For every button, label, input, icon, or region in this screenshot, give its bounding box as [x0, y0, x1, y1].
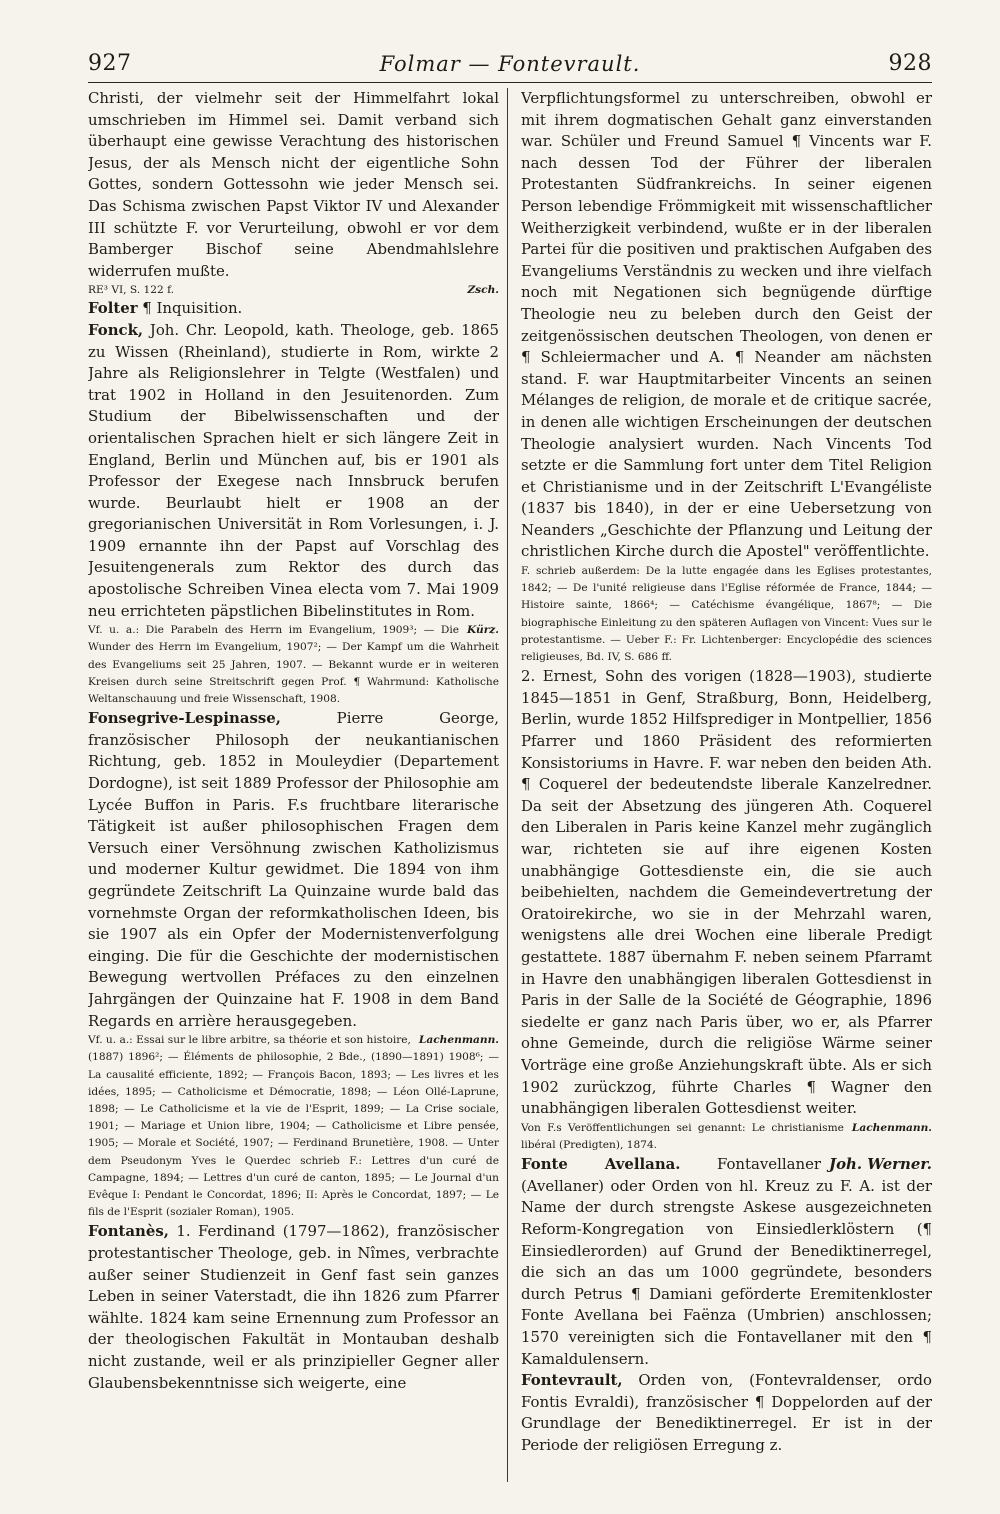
entry-text: Joh. Chr. Leopold, kath. Theologe, geb. 1865 zu Wissen (Rheinland), studierte in Rom, wirkte 2 Jahre als Religionslehrer in Telgte (Westfalen) und trat 1902 in Holland in den Jesuitenorden. Zum Studium der Bibelwissenschaften und der orientalischen Sprachen hielt er sich längere Zeit in England, Berlin und München auf, bis er 1901 als Professor der Exegese nach Innsbruck berufen wurde. Beurlaubt hielt er 1908 an der gregorianischen Universität in Rom Vorlesungen, i. J. 1909 ernannte ihn der Papst auf Vorschlag des Jesuitengenerals zum Rektor des durch das apostolische Schreiben Vinea electa vom 7. Mai 1909 neu errichteten päpstlichen Bibelinstitutes in Rom. [88, 320, 499, 620]
entry-text: Pierre George, französischer Philosoph der neukantianischen Richtung, geb. 1852 in Mouleydier (Departement Dordogne), ist seit 1889 Professor der Philosophie am Lycée Buffon in Paris. F.s fruchtbare literarische Tätigkeit ist außer philosophischen Fragen dem Versuch einer Versöhnung zwischen Katholizismus und moderner Kultur gewidmet. Die 1894 von ihm gegründete Zeitschrift La Quinzaine wurde bald das vornehmste Organ der reformkatholischen Ideen, bis sie 1907 als ein Opfer der Modernistenverfolgung einging. Die für die Geschichte der modernistischen Bewegung wertvollen Préfaces zu den einzelnen Jahrgängen der Quinzaine hat F. 1908 in dem Band Regards en arrière herausgegeben. [88, 709, 499, 1030]
entry-text: RE³ VI, S. 122 f. [88, 284, 175, 297]
entry-text: Vf. u. a.: Essai sur le libre arbitre, sa théorie et son histoire, (1887) 1896²; — Éléments de philosophie, 2 Bde., (1890—1891) 1908⁶; — La causalité efficiente, 1892; — François Bacon, 1893; — Les livres et les idées, 1895; — Catholicisme et Démocratie, 1898; — Léon Ollé-Laprune, 1898; — Le Catholicisme et la vie de l'Esprit, 1899; — La Crise sociale, 1901; — Mariage et Union libre, 1904; — Catholicisme et Libre pensée, 1905; — Morale et Société, 1907; — Ferdinand Brunetière, 1908. — Unter dem Pseudonym Yves le Querdec schrieb F.: Lettres d'un curé de Campagne, 1894; — Lettres d'un curé de canton, 1895; — Le Journal d'un Evêque I: Pendant le Concordat, 1896; II: Après le Concordat, 1897; — Le fils de l'Esprit (sozialer Roman), 1905. [88, 1034, 499, 1219]
running-title: Folmar — Fontevrault. [379, 52, 641, 76]
entry-fontevrault [521, 1370, 932, 1456]
entry-fonsegrive-works [88, 1032, 499, 1221]
entry-text: F. schrieb außerdem: De la lutte engagée dans les Eglises protestantes, 1842; — De l'unité religieuse dans l'Eglise réformée de France, 1844; — Histoire sainte, 1866⁴; — Catéchisme évangélique, 1867⁸; — Die biographische Einleitung zu den späteren Auflagen von Vincent: Vues sur le protestantisme. — Ueber F.: Fr. Lichtenberger: Encyclopédie des sciences religieuses, Bd. IV, S. 686 ff. [521, 565, 932, 664]
entry-folter [88, 298, 499, 320]
entry-headword: Fontevrault, [521, 1371, 623, 1390]
entry-text: ¶ Inquisition. [137, 299, 243, 318]
entry-text: Fontavellaner (Avellaner) oder Orden von hl. Kreuz zu F. A. ist der Name der durch strengste Askese ausgezeichneten Reform-Kongregation von Einsiedlerklöstern (¶ Einsiedlerorden) auf Grund der Benediktinerregel, die sich an das um 1000 gegründete, besonders durch Petrus ¶ Damiani geförderte Eremitenkloster Fonte Avellana bei Faënza (Umbrien) anschlossen; 1570 vereinigten sich die Fontavellaner mit den ¶ Kamaldulensern. [521, 1155, 932, 1368]
right-page-number: 928 [888, 51, 932, 76]
entry-folmar-end [88, 88, 499, 282]
entry-headword: Fontanès, [88, 1222, 169, 1241]
entry-text: Verpflichtungsformel zu unterschreiben, obwohl er mit ihrem dogmatischen Gehalt ganz einverstanden war. Schüler und Freund Samuel ¶ Vincents war F. nach dessen Tod der Führer der liberalen Protestanten Südfrankreichs. In seiner eigenen Person lebendige Frömmigkeit mit wissenschaftlicher Weitherzigkeit verbindend, wußte er in der liberalen Partei für die positiven und praktischen Aufgaben des Evangeliums Verständnis zu wecken und ihre vielfach noch mit Negationen sich begnügende dürftige Theologie neu zu beleben durch den Geist der zeitgenössischen deutschen Theologen, von denen er ¶ Schleiermacher und A. ¶ Neander am nächsten stand. F. war Hauptmitarbeiter Vincents an seinen Mélanges de religion, de morale et de critique sacrée, in denen alle wichtigen Erscheinungen der deutschen Theologie analysiert wurden. Nach Vincents Tod setzte er die Sammlung fort unter dem Titel Religion et Christianisme und in der Zeitschrift L'Evangéliste (1837 bis 1840), in der er eine Uebersetzung von Neanders „Geschichte der Pflanzung und Leitung der christlichen Kirche durch die Apostel" veröffentlichte. [521, 89, 932, 561]
entry-text: Christi, der vielmehr seit der Himmelfahrt lokal umschrieben im Himmel sei. Damit verband sich überhaupt eine gewisse Verachtung des historischen Jesus, der als Mensch nicht der eigentliche Sohn Gottes, sondern Gottessohn wie jeder Mensch sei. Das Schisma zwischen Papst Viktor IV und Alexander III schützte F. vor Verurteilung, obwohl er vor dem Bamberger Bischof seine Abendmahlslehre widerrufen mußte. [88, 89, 499, 280]
text-columns [88, 88, 932, 1484]
entry-text: 1. Ferdinand (1797—1862), französischer protestantischer Theologe, geb. in Nîmes, verbrachte außer seiner Studienzeit in Genf fast sein ganzes Leben in seiner Vaterstadt, die ihn 1826 zum Pfarrer wählte. 1824 kam seine Ernennung zum Professor an der theologischen Fakultät in Montauban deshalb nicht zustande, weil er als prinzipieller Gegner aller Glaubensbekenntnisse sich weigerte, eine [88, 1222, 499, 1392]
author-signature: Zsch. [467, 284, 499, 297]
entry-headword: Fonck, [88, 320, 144, 339]
entry-text: 2. Ernest, Sohn des vorigen (1828—1903), studierte 1845—1851 in Genf, Straßburg, Bonn, Heidelberg, Berlin, wurde 1852 Hilfsprediger in Montpellier, 1856 Pfarrer und 1860 Präsident des reformierten Konsistoriums in Havre. F. war neben den beiden Ath. ¶ Coquerel der bedeutendste liberale Kanzelredner. Da seit der Absetzung des jüngeren Ath. Coquerel den Liberalen in Paris keine Kanzel mehr zugänglich war, richteten sie auf ihre eigenen Kosten unabhängige Gottesdienste ein, die sie auch beibehielten, nachdem die Gemeindevertretung der Oratoirekirche, wo sie in der Mehrzahl waren, wenigstens alle drei Wochen eine liberale Predigt gestattete. 1887 übernahm F. neben seinem Pfarramt in Havre den unabhängigen liberalen Gottesdienst in Paris in der Salle de la Société de Géographie, 1896 siedelte er ganz nach Paris über, wo er, als Pfarrer ohne Gemeinde, durch die religiöse Wärme seiner Vorträge eine große Anziehungskraft übte. Als er sich 1902 zurückzog, führte Charles ¶ Wagner den unabhängigen liberalen Gottesdienst weiter. [521, 667, 932, 1118]
entry-fontanes-1-works [521, 563, 932, 666]
entry-text: Orden von, (Fontevraldenser, ordo Fontis Evraldi), französischer ¶ Doppelorden auf der Grundlage der Benediktinerregel. Er ist in der Periode der religiösen Erregung z. [521, 1371, 932, 1454]
entry-headword: Fonte Avellana. [521, 1155, 681, 1174]
entry-fontanes-2-works [521, 1120, 932, 1154]
entry-fonck [88, 320, 499, 622]
entry-fontanes-1 [88, 1221, 499, 1394]
left-column [88, 88, 499, 1484]
author-signature: Lachenmann. [418, 1034, 499, 1047]
author-signature: Lachenmann. [851, 1121, 932, 1134]
left-page-number: 927 [88, 51, 132, 76]
entry-headword: Folter [88, 299, 138, 318]
entry-folmar-ref [88, 282, 499, 298]
author-signature: Joh. Werner. [829, 1155, 932, 1174]
right-column [521, 88, 932, 1484]
author-signature: Kürz. [467, 624, 499, 637]
entry-text: Von F.s Veröffentlichungen sei genannt: Le christianisme libéral (Predigten), 1874. [521, 1121, 844, 1151]
entry-fonte-avellana [521, 1154, 932, 1370]
entry-fonsegrive [88, 708, 499, 1032]
column-divider [507, 88, 508, 1482]
entry-text: Vf. u. a.: Die Parabeln des Herrn im Evangelium, 1909³; — Die Wunder des Herrn im Evangelium, 1907²; — Der Kampf um die Wahrheit des Evangeliums seit 25 Jahren, 1907. — Bekannt wurde er in weiteren Kreisen durch seine Streitschrift gegen Prof. ¶ Wahrmund: Katholische Weltanschauung und freie Wissenschaft, 1908. [88, 624, 499, 706]
entry-headword: Fonsegrive-Lespinasse, [88, 709, 281, 728]
entry-fontanes-1-cont [521, 88, 932, 563]
page-header [88, 42, 932, 83]
entry-fonck-works [88, 622, 499, 708]
entry-fontanes-2 [521, 666, 932, 1119]
